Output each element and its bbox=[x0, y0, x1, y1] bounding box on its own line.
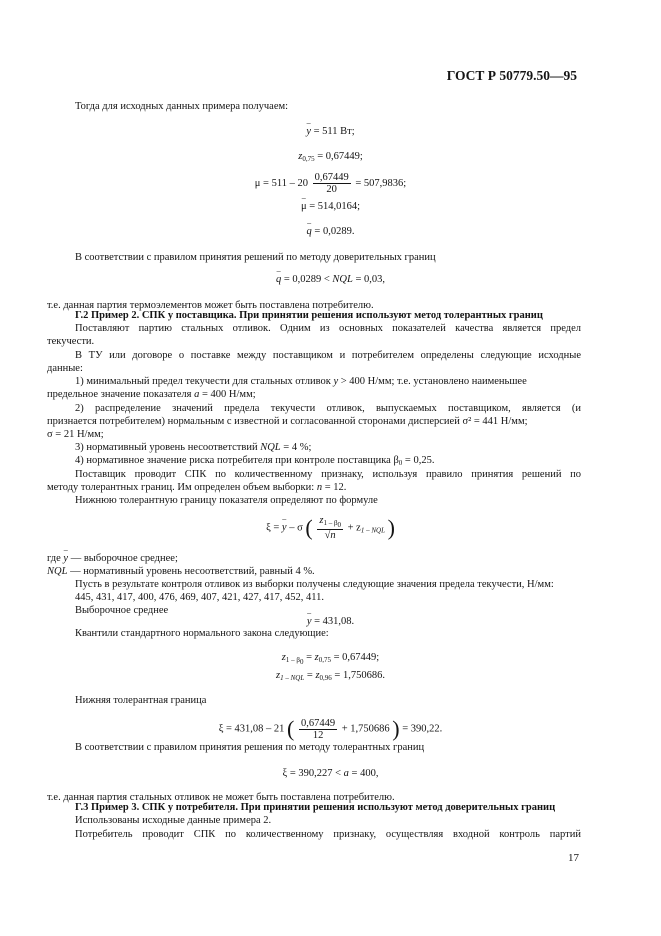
formula-sample-mean bbox=[0, 616, 661, 627]
formula-rhs: = 514,0164; bbox=[309, 201, 361, 212]
formula-var: z bbox=[314, 652, 319, 663]
formula-nql: NQL bbox=[332, 274, 353, 285]
section-heading-g2 bbox=[75, 310, 543, 321]
formula-xi: ξ bbox=[266, 522, 271, 534]
section-heading-g3 bbox=[75, 802, 555, 813]
heading-number: Г.2 Пример 2. bbox=[75, 310, 140, 321]
formula-eq: = bbox=[273, 522, 280, 534]
list-item-2-cont: σ = 21 Н/мм; bbox=[47, 429, 104, 440]
formula-sub: 0 bbox=[337, 521, 341, 529]
formula-rhs: = 0,03, bbox=[355, 274, 386, 285]
paragraph-text: методу толерантных границ. Им определен объем выборки: bbox=[47, 482, 315, 493]
list-item-2-cont: признается потребителем) нормальным с известной и согласованной сторонами дисперсией σ² = 441 Н/мм; bbox=[47, 416, 528, 427]
list-sub: 0 bbox=[398, 459, 403, 467]
formula-var: – y bbox=[282, 522, 287, 533]
paragraph: Потребитель проводит СПК по количественному признаку, осуществляя входной контроль партий bbox=[75, 829, 581, 840]
formula-sub: 0,96 bbox=[319, 674, 332, 682]
where-line-2 bbox=[47, 566, 315, 577]
formula-var: – y bbox=[307, 616, 312, 627]
paren-close: ) bbox=[387, 515, 395, 540]
paragraph-text: = 12. bbox=[324, 482, 347, 493]
formula-rhs: = 390,22. bbox=[402, 723, 443, 735]
paragraph: Выборочное среднее bbox=[75, 605, 169, 616]
formula-rhs: = 431,08. bbox=[314, 616, 355, 627]
formula-sub: 0 bbox=[299, 658, 304, 666]
formula-plus: + 1,750686 bbox=[341, 723, 390, 735]
formula-sub: 1 – β bbox=[285, 656, 300, 664]
formula-sub: 1 – NQL bbox=[360, 526, 385, 535]
formula-mid: = 0,0289 < bbox=[283, 274, 330, 285]
paragraph-var: n bbox=[316, 482, 323, 493]
fraction-denominator: √n bbox=[324, 530, 336, 541]
formula-z075 bbox=[0, 151, 661, 163]
fraction-numerator bbox=[317, 515, 343, 530]
heading-number: Г.3 Пример 3. bbox=[75, 802, 140, 813]
formula-var: – q bbox=[276, 274, 281, 285]
list-text: 3) нормативный уровень несоответствий bbox=[75, 442, 258, 453]
fraction bbox=[313, 172, 351, 195]
where-text: — выборочное среднее; bbox=[70, 553, 178, 564]
formula-tolerance-limit bbox=[0, 515, 661, 541]
formula-var: z bbox=[298, 151, 303, 162]
formula-rhs: = 1,750686. bbox=[334, 670, 385, 681]
list-text: = 400 Н/мм; bbox=[202, 389, 256, 400]
paragraph: Квантили стандартного нормального закона следующие: bbox=[75, 628, 329, 639]
list-text: = 0,25. bbox=[404, 455, 435, 466]
formula-y-mean bbox=[0, 126, 661, 137]
where-var: NQL bbox=[47, 566, 68, 577]
fraction-numerator: 0,67449 bbox=[314, 172, 349, 183]
paren-open: ( bbox=[287, 716, 295, 741]
where-line-1 bbox=[47, 553, 178, 564]
paragraph: Тогда для исходных данных примера получаем: bbox=[75, 101, 289, 112]
formula-var: a bbox=[343, 768, 349, 779]
where-var: – y bbox=[63, 553, 68, 564]
list-var: NQL bbox=[260, 442, 281, 453]
list-text: 4) нормативное значение риска потребителя при контроле поставщика β bbox=[75, 455, 399, 466]
formula-rhs: = 511 Вт; bbox=[313, 126, 355, 137]
paragraph-cont bbox=[47, 482, 346, 493]
formula-limit-compare bbox=[0, 768, 661, 779]
where-text: где bbox=[47, 553, 61, 564]
paragraph: В ТУ или договоре о поставке между поставщиком и потребителем определены следующие исходные bbox=[75, 350, 581, 361]
formula-sub: 1 – NQL bbox=[280, 674, 305, 682]
formula-lhs: μ = 511 – 20 bbox=[254, 177, 308, 189]
formula-plus: + z bbox=[347, 522, 361, 534]
formula-var: z bbox=[315, 670, 320, 681]
formula-minus: – σ bbox=[289, 522, 303, 534]
formula-var: – q bbox=[307, 226, 312, 237]
list-item-1 bbox=[75, 376, 527, 387]
paragraph: В соответствии с правилом принятия решений по методу доверительных границ bbox=[75, 252, 436, 263]
paren-close: ) bbox=[392, 716, 400, 741]
data-values: 445, 431, 417, 400, 476, 469, 407, 421, 427, 417, 452, 411. bbox=[75, 592, 324, 603]
formula-q-compare bbox=[0, 274, 661, 285]
paragraph: Поставщик проводит СПК по количественному признаку, используя правило принятия решений по bbox=[75, 469, 581, 480]
formula-sub: 0,75 bbox=[302, 155, 315, 163]
formula-rhs: = 0,67449; bbox=[333, 652, 380, 663]
list-item-3 bbox=[75, 442, 311, 453]
list-text: = 4 %; bbox=[283, 442, 312, 453]
formula-rhs: = 507,9836; bbox=[355, 177, 407, 189]
list-text: > 400 Н/мм; т.е. установлено наименьшее bbox=[340, 376, 527, 387]
heading-title: СПК у потребителя. При принятии решения используют метод доверительных границ bbox=[141, 802, 556, 813]
formula-eq: = bbox=[306, 652, 312, 663]
formula-rhs: = 400, bbox=[351, 768, 379, 779]
formula-var: – y bbox=[306, 126, 311, 137]
page-number: 17 bbox=[568, 852, 579, 864]
fraction bbox=[317, 515, 343, 541]
formula-mu-lower bbox=[0, 172, 661, 195]
paragraph: Использованы исходные данные примера 2. bbox=[75, 815, 272, 826]
fraction-denominator: 12 bbox=[312, 729, 324, 741]
formula-lhs: ξ = 431,08 – 21 bbox=[218, 723, 285, 735]
paragraph: данные: bbox=[47, 363, 83, 374]
list-text: предельное значение показателя bbox=[47, 389, 192, 400]
paragraph: Поставляют партию стальных отливок. Одним из основных показателей качества является предел bbox=[75, 323, 581, 334]
formula-sub: 1 – β bbox=[323, 519, 338, 527]
list-text: 1) минимальный предел текучести для стальных отливок bbox=[75, 376, 331, 387]
list-item-2: 2) распределение значений предела текучести отливок, выпускаемых поставщиком, является (и bbox=[75, 403, 581, 414]
formula-var: – μ bbox=[301, 201, 307, 212]
formula-var: z bbox=[281, 652, 286, 663]
list-var: a bbox=[194, 389, 200, 400]
formula-rhs: = 0,67449; bbox=[317, 151, 363, 162]
fraction-numerator: 0,67449 bbox=[301, 717, 336, 729]
paren-open: ( bbox=[305, 515, 313, 540]
fraction-denominator: 20 bbox=[326, 184, 337, 195]
formula-mu-upper bbox=[0, 201, 661, 212]
formula-quantile-2 bbox=[0, 670, 661, 682]
heading-title: СПК у поставщика. При принятии решения используют метод толерантных границ bbox=[141, 310, 543, 321]
formula-lhs: ξ = 390,227 < bbox=[282, 768, 342, 779]
paragraph: т.е. данная партия термоэлементов может быть поставлена потребителю. bbox=[47, 300, 374, 311]
formula-var: z bbox=[276, 670, 281, 681]
paragraph: т.е. данная партия стальных отливок не может быть поставлена потребителю. bbox=[47, 792, 395, 803]
formula-rhs: = 0,0289. bbox=[314, 226, 355, 237]
formula-lower-limit bbox=[0, 716, 661, 742]
formula-eq: = bbox=[306, 670, 313, 681]
paragraph: Пусть в результате контроля отливок из выборки получены следующие значения предела текучести, Н/мм: bbox=[75, 579, 554, 590]
paragraph: Нижнюю толерантную границу показателя определяют по формуле bbox=[75, 495, 378, 506]
where-text: — нормативный уровень несоответствий, равный 4 %. bbox=[70, 566, 315, 577]
paragraph: В соответствии с правилом принятия решения по методу толерантных границ bbox=[75, 742, 425, 753]
list-item-1-cont bbox=[47, 389, 256, 400]
formula-q bbox=[0, 226, 661, 237]
list-var: y bbox=[333, 376, 339, 387]
paragraph: текучести. bbox=[47, 336, 95, 347]
formula-var: z bbox=[319, 515, 324, 526]
formula-sub: 0,75 bbox=[318, 656, 331, 664]
list-item-4 bbox=[75, 455, 434, 467]
fraction bbox=[299, 718, 337, 741]
paragraph: Нижняя толерантная граница bbox=[75, 695, 207, 706]
document-header: ГОСТ Р 50779.50—95 bbox=[446, 68, 577, 83]
formula-quantile-1 bbox=[0, 652, 661, 666]
